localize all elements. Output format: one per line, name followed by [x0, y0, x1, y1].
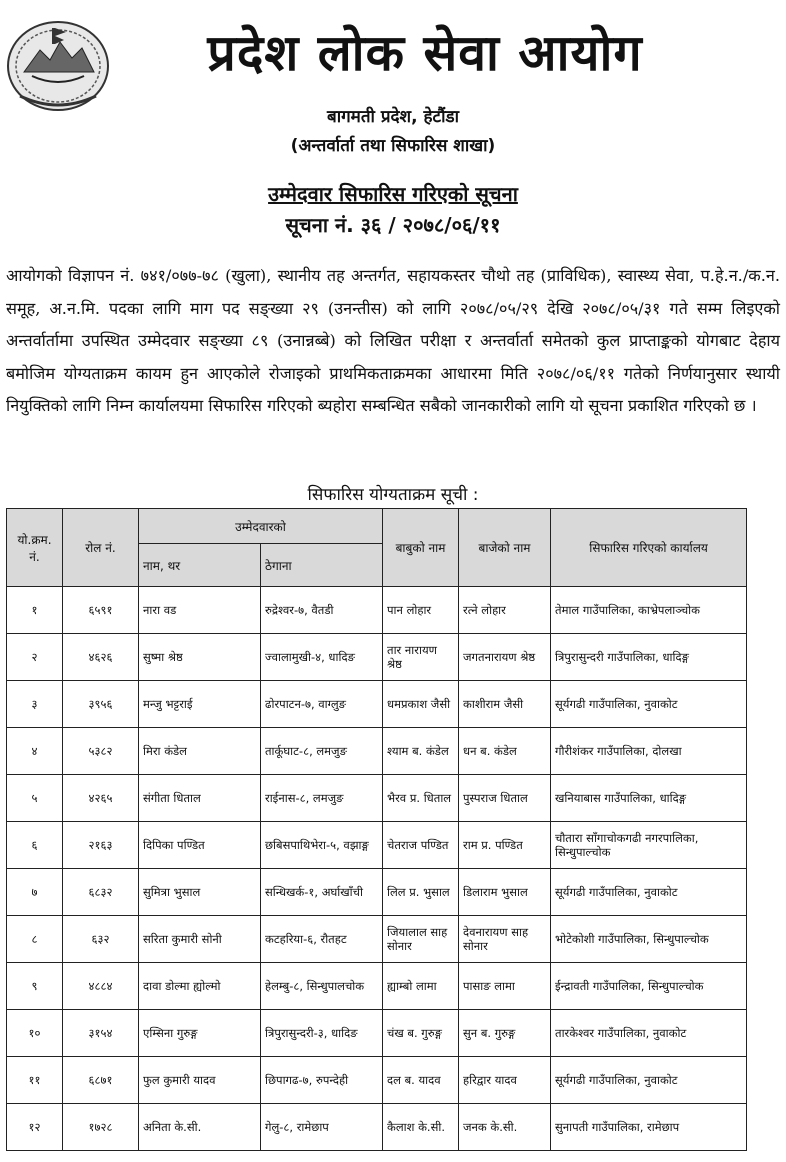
cell-address: हेलम्बु-८, सिन्धुपालचोक: [261, 963, 383, 1010]
cell-grandfather: धन ब. कंडेल: [459, 728, 551, 775]
list-title: सिफारिस योग्यताक्रम सूची :: [307, 485, 479, 505]
cell-roll: ४२६५: [63, 775, 139, 822]
cell-roll: ३९५६: [63, 681, 139, 728]
cell-roll: ३१५४: [63, 1010, 139, 1057]
cell-father: पान लोहार: [383, 587, 459, 634]
table-row: [7, 822, 747, 869]
table-row: [7, 1057, 747, 1104]
cell-address: तार्कूघाट-८, लमजुङ: [261, 728, 383, 775]
cell-grandfather: डिलाराम भुसाल: [459, 869, 551, 916]
cell-roll: ४६२६: [63, 634, 139, 681]
cell-father: चेतराज पण्डित: [383, 822, 459, 869]
cell-address: रुद्रेश्वर-७, वैतडी: [261, 587, 383, 634]
table-row: [7, 963, 747, 1010]
cell-roll: १७२८: [63, 1104, 139, 1151]
cell-grandfather: हरिद्वार यादव: [459, 1057, 551, 1104]
cell-sn: २: [7, 634, 63, 681]
cell-father: श्याम ब. कंडेल: [383, 728, 459, 775]
cell-grandfather: देवनारायण साह सोनार: [459, 916, 551, 963]
table-row: [7, 728, 747, 775]
cell-name: संगीता धिताल: [139, 775, 261, 822]
cell-address: त्रिपुरासुन्दरी-३, धादिङ: [261, 1010, 383, 1057]
cell-office: तारकेश्वर गाउँपालिका, नुवाकोट: [551, 1010, 747, 1057]
table-row: [7, 1104, 747, 1151]
cell-address: सन्धिखर्क-१, अर्घाखाँची: [261, 869, 383, 916]
cell-grandfather: रत्ने लोहार: [459, 587, 551, 634]
cell-name: फुल कुमारी यादव: [139, 1057, 261, 1104]
cell-sn: १०: [7, 1010, 63, 1057]
notice-title: उम्मेदवार सिफारिस गरिएको सूचना: [268, 182, 518, 206]
cell-roll: ४८८४: [63, 963, 139, 1010]
cell-office: तेमाल गाउँपालिका, काभ्रेपलाञ्चोक: [551, 587, 747, 634]
cell-sn: ११: [7, 1057, 63, 1104]
cell-grandfather: पुस्पराज धिताल: [459, 775, 551, 822]
cell-sn: ३: [7, 681, 63, 728]
cell-address: ज्वालामुखी-४, धादिङ: [261, 634, 383, 681]
cell-sn: १२: [7, 1104, 63, 1151]
header-grandfather: बाजेको नाम: [459, 509, 551, 587]
table-row: [7, 587, 747, 634]
notice-body: आयोगको विज्ञापन नं. ७४१/०७७-७८ (खुला), स्थानीय तह अन्तर्गत, सहायकस्तर चौथो तह (प्राविधिक), स्वास्थ्य सेवा, प.हे.न./क.न. समूह, अ.न.मि. पदका लागि माग पद सङ्ख्या २९ (उनन्तीस) को लागि २०७८/०५/२९ देखि २०७८/०५/३१ गते सम्म लिइएको अन्तर्वार्तामा उपस्थित उम्मेदवार सङ्ख्या ८९ (उनान्नब्बे) को लिखित परीक्षा र अन्तर्वार्ता समेतको कुल प्राप्ताङ्कको योगबाट देहाय बमोजिम योग्यताक्रम कायम हुन आएकोले रोजाइको प्राथमिकताक्रमका आधारमा मिति २०७८/०६/११ गतेको निर्णयानुसार स्थायी नियुक्तिको लागि निम्न कार्यालयमा सिफारिस गरिएको ब्यहोरा सम्बन्धित सबैको जानकारीको लागि यो सूचना प्रकाशित गरिएको छ ।: [6, 266, 780, 415]
cell-name: एम्सिना गुरुङ्ग: [139, 1010, 261, 1057]
cell-name: सरिता कुमारी सोनी: [139, 916, 261, 963]
cell-office: गौरीशंकर गाउँपालिका, दोलखा: [551, 728, 747, 775]
cell-sn: ४: [7, 728, 63, 775]
cell-name: मन्जु भट्टराई: [139, 681, 261, 728]
cell-name: नारा वड: [139, 587, 261, 634]
cell-grandfather: काशीराम जैसी: [459, 681, 551, 728]
cell-father: ह्याम्बो लामा: [383, 963, 459, 1010]
header-office: सिफारिस गरिएको कार्यालय: [551, 509, 747, 587]
cell-father: तार नारायण श्रेष्ठ: [383, 634, 459, 681]
cell-address: छिपागढ-७, रुपन्देही: [261, 1057, 383, 1104]
cell-sn: ९: [7, 963, 63, 1010]
cell-roll: ५३८२: [63, 728, 139, 775]
table-row: [7, 916, 747, 963]
table-row: [7, 775, 747, 822]
cell-father: चंख ब. गुरुङ्ग: [383, 1010, 459, 1057]
cell-grandfather: राम प्र. पण्डित: [459, 822, 551, 869]
cell-office: सूर्यगढी गाउँपालिका, नुवाकोट: [551, 1057, 747, 1104]
cell-office: त्रिपुरासुन्दरी गाउँपालिका, धादिङ्ग: [551, 634, 747, 681]
header-address: ठेगाना: [261, 544, 383, 587]
province-subtitle: बागमती प्रदेश, हेटौंडा: [327, 107, 459, 127]
cell-office: ईन्द्रावती गाउँपालिका, सिन्धुपाल्चोक: [551, 963, 747, 1010]
header-sn: यो.क्रम. नं.: [7, 509, 63, 587]
cell-father: कैलाश के.सी.: [383, 1104, 459, 1151]
table-row: [7, 1010, 747, 1057]
cell-father: लिल प्र. भुसाल: [383, 869, 459, 916]
cell-father: धमप्रकाश जैसी: [383, 681, 459, 728]
notice-number: सूचना नं. ३६ / २०७८/०६/११: [285, 213, 501, 237]
header-roll: रोल नं.: [63, 509, 139, 587]
recommendation-table: [6, 508, 747, 1151]
cell-office: चौतारा साँगाचोकगढी नगरपालिका, सिन्धुपाल्चोक: [551, 822, 747, 869]
cell-sn: ६: [7, 822, 63, 869]
cell-name: मिरा कंडेल: [139, 728, 261, 775]
cell-office: भोटेकोशी गाउँपालिका, सिन्धुपाल्चोक: [551, 916, 747, 963]
government-emblem-icon: [2, 14, 114, 114]
cell-roll: ६८७१: [63, 1057, 139, 1104]
cell-name: सुमित्रा भुसाल: [139, 869, 261, 916]
cell-roll: ६८३२: [63, 869, 139, 916]
header-name: नाम, थर: [139, 544, 261, 587]
cell-address: ढोरपाटन-७, वाग्लुङ: [261, 681, 383, 728]
cell-father: भैरव प्र. धिताल: [383, 775, 459, 822]
cell-grandfather: जनक के.सी.: [459, 1104, 551, 1151]
cell-address: गेलु-८, रामेछाप: [261, 1104, 383, 1151]
cell-office: सूर्यगढी गाउँपालिका, नुवाकोट: [551, 681, 747, 728]
cell-father: जियालाल साह सोनार: [383, 916, 459, 963]
cell-name: दिपिका पण्डित: [139, 822, 261, 869]
page-title: प्रदेश लोक सेवा आयोग: [207, 23, 643, 82]
cell-office: सूर्यगढी गाउँपालिका, नुवाकोट: [551, 869, 747, 916]
cell-grandfather: पासाङ लामा: [459, 963, 551, 1010]
cell-roll: ६५९१: [63, 587, 139, 634]
cell-sn: ५: [7, 775, 63, 822]
cell-address: राईनास-८, लमजुङ: [261, 775, 383, 822]
header-father: बाबुको नाम: [383, 509, 459, 587]
cell-sn: ८: [7, 916, 63, 963]
cell-sn: १: [7, 587, 63, 634]
table-row: [7, 869, 747, 916]
table-row: [7, 634, 747, 681]
cell-sn: ७: [7, 869, 63, 916]
cell-grandfather: जगतनारायण श्रेष्ठ: [459, 634, 551, 681]
cell-name: सुष्मा श्रेष्ठ: [139, 634, 261, 681]
cell-office: खनियाबास गाउँपालिका, धादिङ्ग: [551, 775, 747, 822]
cell-grandfather: सुन ब. गुरुङ्ग: [459, 1010, 551, 1057]
cell-name: अनिता के.सी.: [139, 1104, 261, 1151]
cell-office: सुनापती गाउँपालिका, रामेछाप: [551, 1104, 747, 1151]
branch-subtitle: (अन्तर्वार्ता तथा सिफारिस शाखा): [290, 136, 496, 156]
header-candidate: उम्मेदवारको: [139, 509, 383, 544]
cell-roll: २१६३: [63, 822, 139, 869]
cell-address: कटहरिया-६, रौतहट: [261, 916, 383, 963]
cell-roll: ६३२: [63, 916, 139, 963]
cell-father: दल ब. यादव: [383, 1057, 459, 1104]
cell-address: छबिसपाथिभेरा-५, वझाङ्ग: [261, 822, 383, 869]
cell-name: दावा डोल्मा ह्योल्मो: [139, 963, 261, 1010]
table-row: [7, 681, 747, 728]
